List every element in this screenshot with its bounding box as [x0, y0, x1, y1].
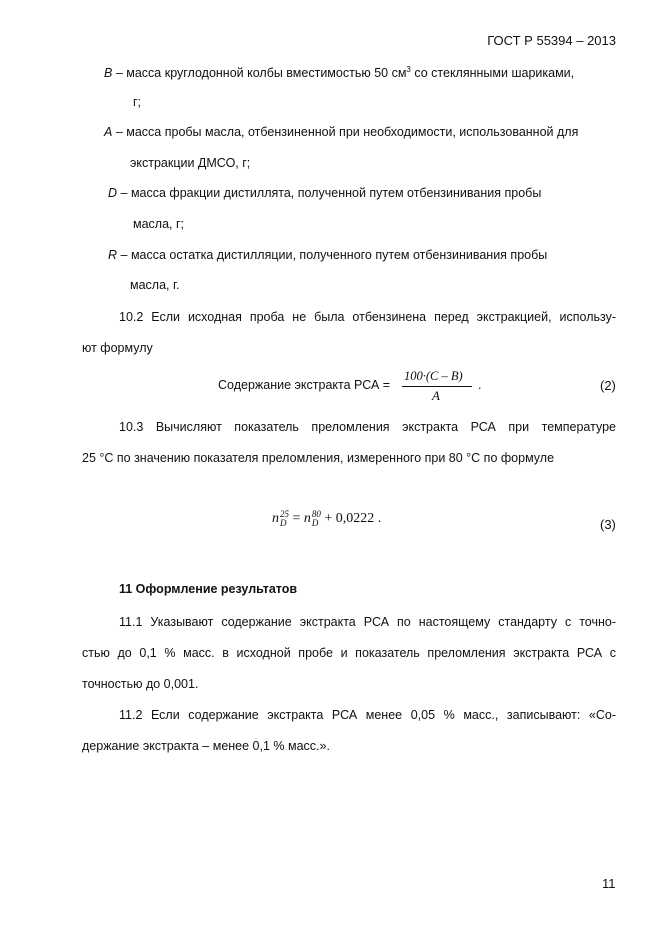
paragraph-10-2-line-1: 10.2 Если исходная проба не была отбензинена перед экстракцией, использу- [119, 310, 616, 324]
definition-symbol: D [108, 186, 118, 200]
paragraph-10-3-line-2: 25 °С по значению показателя преломления, измеренного при 80 °С по формуле [82, 451, 555, 465]
formula-2-numerator: 100·(C – B) [404, 369, 463, 383]
definition-text-tail: со стеклянными шариками, [410, 66, 575, 81]
document-header: ГОСТ Р 55394 – 2013 [487, 33, 616, 48]
formula-3-number: (3) [600, 517, 616, 532]
definition-symbol: A [104, 125, 113, 139]
paragraph-11-2-line-1: 11.2 Если содержание экстракта РСА менее 0,05 % масс., записывают: «Со- [119, 708, 616, 722]
formula-2-number: (2) [600, 378, 616, 393]
definition-symbol: B [104, 66, 113, 81]
definition-r [108, 248, 547, 262]
formula-2-fraction-bar [402, 386, 472, 387]
definition-a-continuation: экстракции ДМСО, г; [130, 156, 251, 170]
definition-a [104, 125, 578, 139]
definition-text: – масса остатка дистилляции, полученного путем отбензинивания пробы [120, 248, 548, 262]
definition-b-continuation: г; [133, 95, 142, 109]
definition-symbol: R [108, 248, 118, 262]
formula-3-rhs-tail: + 0,0222 . [324, 511, 382, 527]
definition-d-continuation: масла, г; [133, 217, 185, 231]
formula-3-equals: = [292, 511, 301, 527]
paragraph-10-3-line-1: 10.3 Вычисляют показатель преломления экстракта РСА при температуре [119, 420, 616, 434]
formula-3-lhs-base: n [272, 511, 279, 527]
definition-text: – масса пробы масла, отбензиненной при необходимости, использованной для [115, 125, 579, 139]
definition-d [108, 186, 541, 200]
paragraph-11-1-line-1: 11.1 Указывают содержание экстракта РСА по настоящему стандарту с точно- [119, 615, 616, 629]
formula-2-label: Содержание экстракта РСА = [218, 378, 391, 392]
formula-3-rhs-base: n [303, 511, 311, 527]
paragraph-11-1-line-2: стью до 0,1 % масс. в исходной пробе и показатель преломления экстракта РСА с [82, 646, 616, 660]
formula-3-rhs-sub: D [311, 518, 319, 528]
definition-text: – масса фракции дистиллята, полученной путем отбензинивания пробы [120, 186, 542, 200]
formula-2-denominator: A [432, 388, 440, 403]
definition-b [104, 65, 574, 80]
paragraph-11-2-line-2: держание экстракта – менее 0,1 % масс.». [82, 739, 330, 753]
formula-3-rhs-sup: 80 [311, 509, 321, 519]
superscript: 3 [406, 65, 411, 74]
definition-r-continuation: масла, г. [130, 278, 180, 292]
paragraph-10-2-line-2: ют формулу [82, 341, 153, 355]
formula-2-tail: . [478, 378, 482, 392]
section-11-heading: 11 Оформление результатов [119, 582, 298, 596]
formula-3-lhs-sup: 25 [280, 509, 289, 519]
paragraph-11-1-line-3: точностью до 0,001. [82, 677, 199, 691]
definition-text: – масса круглодонной колбы вместимостью 50 см [115, 66, 407, 81]
formula-3 [272, 510, 381, 528]
page-number: 11 [602, 876, 616, 891]
formula-3-lhs-sub: D [280, 518, 287, 528]
